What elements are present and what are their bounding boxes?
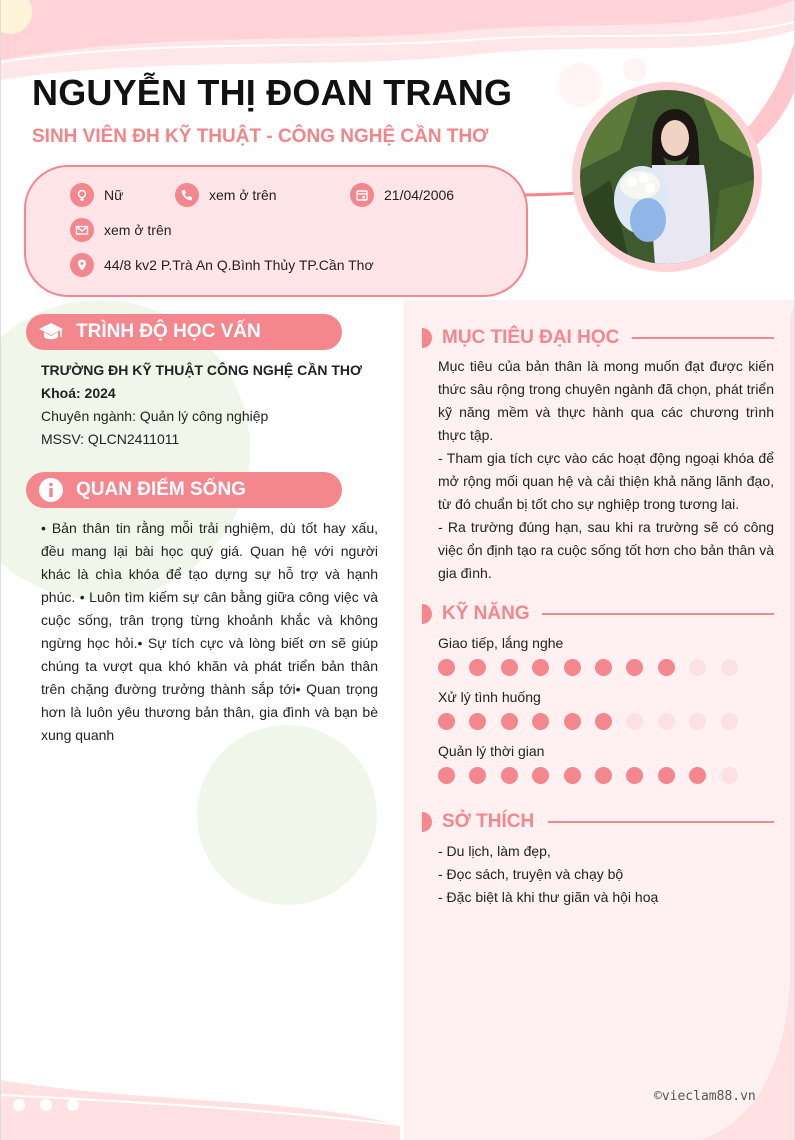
skill-dot-filled (658, 659, 675, 676)
skill-dot-empty (721, 713, 738, 730)
mail-icon (70, 218, 94, 242)
hobby-item: - Du lịch, làm đẹp, (438, 843, 551, 859)
hobbies-heading (422, 809, 534, 835)
skill-dot-filled (564, 713, 581, 730)
contact-box (24, 165, 528, 297)
viewpoint-text: • Bản thân tin rằng mỗi trải nghiệm, dù tốt hay xấu, đều mang lại bài học quý giá. Quan hệ với người khác là chìa khóa để tạo dựng sự hỗ trợ và hạnh phúc. • Luôn tìm kiếm sự cân bằng giữa công việc và cuộc sống, trân trọng từng khoảnh khắc và không ngừng học hỏi.• Sự tích cực và lòng biết ơn sẽ giúp chúng ta vượt qua khó khăn và phát triển bản thân trên chặng đường trưởng thành sắp tới• Quan trọng hơn là luôn yêu thương bản thân, gia đình và bạn bè xung quanh (41, 520, 378, 743)
heading-marker-icon (422, 604, 432, 624)
student-id: MSSV: QLCN2411011 (41, 431, 180, 447)
education-heading-text: TRÌNH ĐỘ HỌC VẤN (76, 321, 261, 342)
skill-dot-filled (438, 659, 455, 676)
gender-value: Nữ (104, 187, 124, 203)
info-icon (34, 473, 68, 507)
major: Chuyên ngành: Quản lý công nghiệp (41, 408, 269, 424)
skill-dot-filled (658, 767, 675, 784)
skill-dot-filled (501, 713, 518, 730)
skill-dot-empty (721, 659, 738, 676)
skill-dot-filled (564, 767, 581, 784)
skill-dot-filled (501, 659, 518, 676)
skill-dot-filled (438, 713, 455, 730)
heading-marker-icon (422, 328, 432, 348)
contact-birthday (350, 183, 454, 207)
email-value: xem ở trên (104, 222, 172, 238)
contact-address (70, 253, 374, 277)
location-icon (70, 253, 94, 277)
skill-dot-filled (595, 767, 612, 784)
calendar-icon (350, 183, 374, 207)
skills-heading (422, 601, 530, 627)
job-subtitle: SINH VIÊN ĐH KỸ THUẬT - CÔNG NGHỆ CẦN THƠ (32, 126, 489, 147)
avatar-photo (580, 90, 754, 264)
skill-dot-filled (595, 659, 612, 676)
skills-heading-text: KỸ NĂNG (442, 603, 530, 624)
hobbies-divider (548, 821, 774, 823)
skill-dot-filled (438, 767, 455, 784)
course-year: Khoá: 2024 (41, 385, 116, 401)
phone-value: xem ở trên (209, 187, 277, 203)
viewpoint-heading-text: QUAN ĐIỂM SỐNG (76, 479, 246, 500)
hobby-item: - Đọc sách, truyện và chạy bộ (438, 866, 624, 882)
goals-text-1: Mục tiêu của bản thân là mong muốn đạt được kiến thức sâu rộng trong chuyên ngành đã chọn, phát triển kỹ năng mềm và thực hành qua các chương trình thực tập. (438, 358, 774, 443)
skill-dot-filled (595, 713, 612, 730)
skill-name: Giao tiếp, lắng nghe (438, 635, 564, 651)
education-heading (26, 314, 342, 350)
address-value: 44/8 kv2 P.Trà An Q.Bình Thủy TP.Cần Thơ (104, 257, 374, 273)
contact-phone (175, 183, 277, 207)
goals-heading (422, 325, 619, 351)
skill-dot-filled (564, 659, 581, 676)
hobby-item: - Đặc biệt là khi thư giãn và hội hoạ (438, 889, 659, 905)
skill-name: Quản lý thời gian (438, 743, 545, 759)
gender-icon (70, 183, 94, 207)
school-name: TRƯỜNG ĐH KỸ THUẬT CÔNG NGHỆ CẦN THƠ (41, 362, 362, 378)
viewpoint-heading (26, 472, 342, 508)
goals-heading-text: MỤC TIÊU ĐẠI HỌC (442, 327, 620, 348)
phone-icon (175, 183, 199, 207)
goals-text-3: - Ra trường đúng hạn, sau khi ra trường sẽ có công việc ổn định tạo ra cuộc sống tốt hơn cho bản thân và gia đình. (438, 519, 774, 581)
skill-dot-empty (721, 767, 738, 784)
skill-dot-filled (501, 767, 518, 784)
avatar (572, 82, 762, 272)
goals-text-2: - Tham gia tích cực vào các hoạt động ngoại khóa để mở rộng mối quan hệ và cải thiện khả năng lãnh đạo, từ đó chuẩn bị tốt cho sự nghiệp trong tương lai. (438, 450, 774, 512)
watermark: ©vieclam88.vn (654, 1089, 756, 1104)
contact-email (70, 218, 172, 242)
heading-marker-icon (422, 812, 432, 832)
graduation-cap-icon (34, 315, 68, 349)
skill-dot-empty (658, 713, 675, 730)
contact-gender (70, 183, 123, 207)
hobbies-heading-text: SỞ THÍCH (442, 811, 535, 832)
goals-divider (632, 337, 774, 339)
skill-name: Xử lý tình huống (438, 689, 541, 705)
full-name: NGUYỄN THỊ ĐOAN TRANG (32, 72, 513, 113)
skills-divider (542, 613, 774, 615)
birthday-value: 21/04/2006 (384, 187, 455, 203)
